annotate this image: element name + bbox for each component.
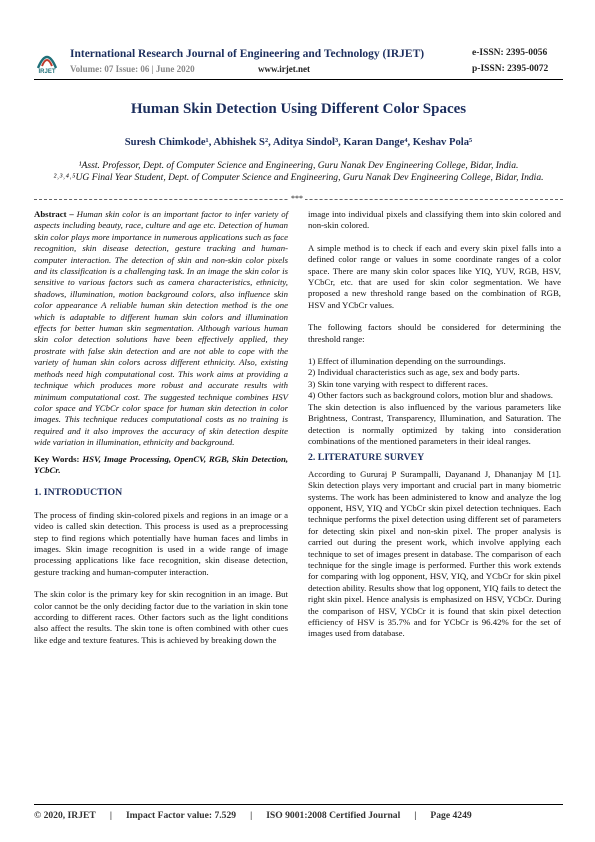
header-rule: [34, 79, 563, 80]
intro-paragraph-2-continued: image into individual pixels and classifying them into skin colored and non-skin colored.: [308, 209, 561, 231]
survey-paragraph-1: According to Gururaj P Surampalli, Dayanand J, Dhananjay M [1]. Skin detection plays very important and crucial part in many biometric systems. The work has been administered to know and analyze the log opponent, HSV, YIQ and YCbCr skin pixel detection techniques. Each technique performs the pixel detection using different set of parameters for detecting skin pixel and non-skin pixel. The proper analysis is carried out during the present work, which involve applying each technique to set of images present in database. The comparison of each technique for the single image is performed. Further this work extends for comparing with log opponent, HSV, YIQ, and YCbCr for skin pixel detection ability. Results show that log opponent, YIQ fails to detect the right skin pixel. Hence analysis is emphasized on HSV, YCbCr. During the comparison of HSV, YCbCr it is found that skin pixel detection efficiency of HSV is 35.7% and for YCbCr is 96.42% for the set of images used from database.: [308, 468, 561, 639]
factor-item: 1) Effect of illumination depending on the surroundings.: [308, 356, 506, 367]
intro-paragraph-4: The following factors should be considered for determining the threshold range:: [308, 322, 561, 344]
footer-separator: |: [414, 810, 417, 821]
right-column: [308, 209, 561, 640]
intro-paragraph-5: The skin detection is also influenced by the various parameters like Brightness, Contrast, Transparency, Illumination, and Saturation. The detection is normally optimized by taking into consideration combinations of the mentioned parameters in their ideal ranges.: [308, 401, 561, 446]
page-footer: [34, 810, 563, 821]
footer-page-number: Page 4249: [430, 810, 472, 821]
p-issn: p-ISSN: 2395-0072: [472, 64, 549, 74]
keywords-text: HSV, Image Processing, OpenCV, RGB, Skin Detection, YCbCr.: [34, 453, 289, 475]
separator-mark: ***: [291, 194, 303, 203]
abstract: [34, 209, 288, 449]
abstract-text: Human skin color is an important factor to infer variety of aspects including beauty, race, culture and age etc. Detection of human skin color plays more importance in numerous applications such as face recognition, skin disease detection, gesture tracking and human-computer interaction. The detection of skin and non-skin color pixels and its classification is a challenging task. In an image the skin color is sensitive to various factors such as camera characteristics, ethnicity, shadows, illumination, motion background colors, also influence skin color appearance A reliable human skin detection method is the one which is adaptable to different human skin colors and illumination effects for better human skin segmentation. Although various human skin color detection solutions have been effectively applied, they prostrate with false skin detection and are not able to cope with the variety of human skin colors across different ethnicity. Also, existing methods need high computational cost. This work aims at providing a technique which produces more robust and accurate results with minimum computational cost. The suggested technique combines HSV color space and YCbCr color space for human skin detection in color images. This technique reduces computational costs as no training is required and it also improves the accuracy of skin detection despite wide variation in illumination, ethnicity and background.: [34, 209, 289, 448]
abstract-label: Abstract –: [34, 209, 74, 219]
footer-copyright: © 2020, IRJET: [34, 810, 96, 821]
logo-text: IRJET: [38, 69, 56, 74]
section-heading-literature-survey: 2. LITERATURE SURVEY: [308, 452, 425, 464]
footer-rule: [34, 804, 563, 805]
volume-issue: Volume: 07 Issue: 06 | June 2020: [70, 64, 195, 74]
factor-item: 4) Other factors such as background colors, motion blur and shadows.: [308, 390, 553, 401]
keywords-label: Key Words:: [34, 453, 80, 464]
affiliation-1: ¹Asst. Professor, Dept. of Computer Science and Engineering, Guru Nanak Dev Engineering College, Bidar, India.: [78, 160, 519, 171]
intro-paragraph-1: The process of finding skin-colored pixels and regions in an image or a video is called skin detection. This process is used as a preprocessing step to find regions which potentially have human faces and limbs in images. Skin image recognition is used in a wide range of image processing applications like face recognition, skin disease detection, gesture tracking and human-computer interaction.: [34, 509, 288, 577]
footer-separator: |: [109, 810, 112, 821]
factor-item: 2) Individual characteristics such as age, sex and body parts.: [308, 367, 520, 378]
intro-paragraph-3: A simple method is to check if each and every skin pixel falls into a defined color range or values in some coordinate ranges of a color space. There are many skin color spaces like YIQ, YUV, RGB, HSV, YCbCr, etc. that are used for skin color segmentation. We have proposed a new threshold range based on the combination of RGB, HSV and YCbCr values.: [308, 242, 561, 310]
footer-separator: |: [250, 810, 253, 821]
left-column: [34, 209, 288, 646]
irjet-logo: [34, 44, 60, 74]
paper-title: Human Skin Detection Using Different Color Spaces: [130, 101, 467, 117]
factor-item: 3) Skin tone varying with respect to different races.: [308, 378, 488, 389]
intro-paragraph-2: The skin color is the primary key for skin recognition in an image. But color cannot be the only deciding factor due to the variation in skin tone according to different races. Other factors such as the light conditions also affect the results. The skin tone is often combined with other cues like edge and texture features. This is achieved by breaking down the: [34, 589, 288, 645]
keywords: [34, 454, 288, 477]
e-issn: e-ISSN: 2395-0056: [472, 48, 548, 58]
affiliation-2: ²˒³˒⁴˒⁵UG Final Year Student, Dept. of Computer Science and Engineering, Guru Nanak Dev Engineering College, Bidar, India.: [53, 172, 544, 183]
footer-impact-factor: Impact Factor value: 7.529: [125, 810, 237, 821]
section-heading-introduction: 1. INTRODUCTION: [34, 487, 123, 499]
author-list: Suresh Chimkode¹, Abhishek S², Aditya Sindol³, Karan Dange⁴, Keshav Pola⁵: [124, 137, 473, 148]
website-link[interactable]: www.irjet.net: [258, 64, 310, 74]
footer-iso: ISO 9001:2008 Certified Journal: [266, 810, 401, 821]
journal-title: International Research Journal of Engineering and Technology (IRJET): [70, 48, 425, 60]
